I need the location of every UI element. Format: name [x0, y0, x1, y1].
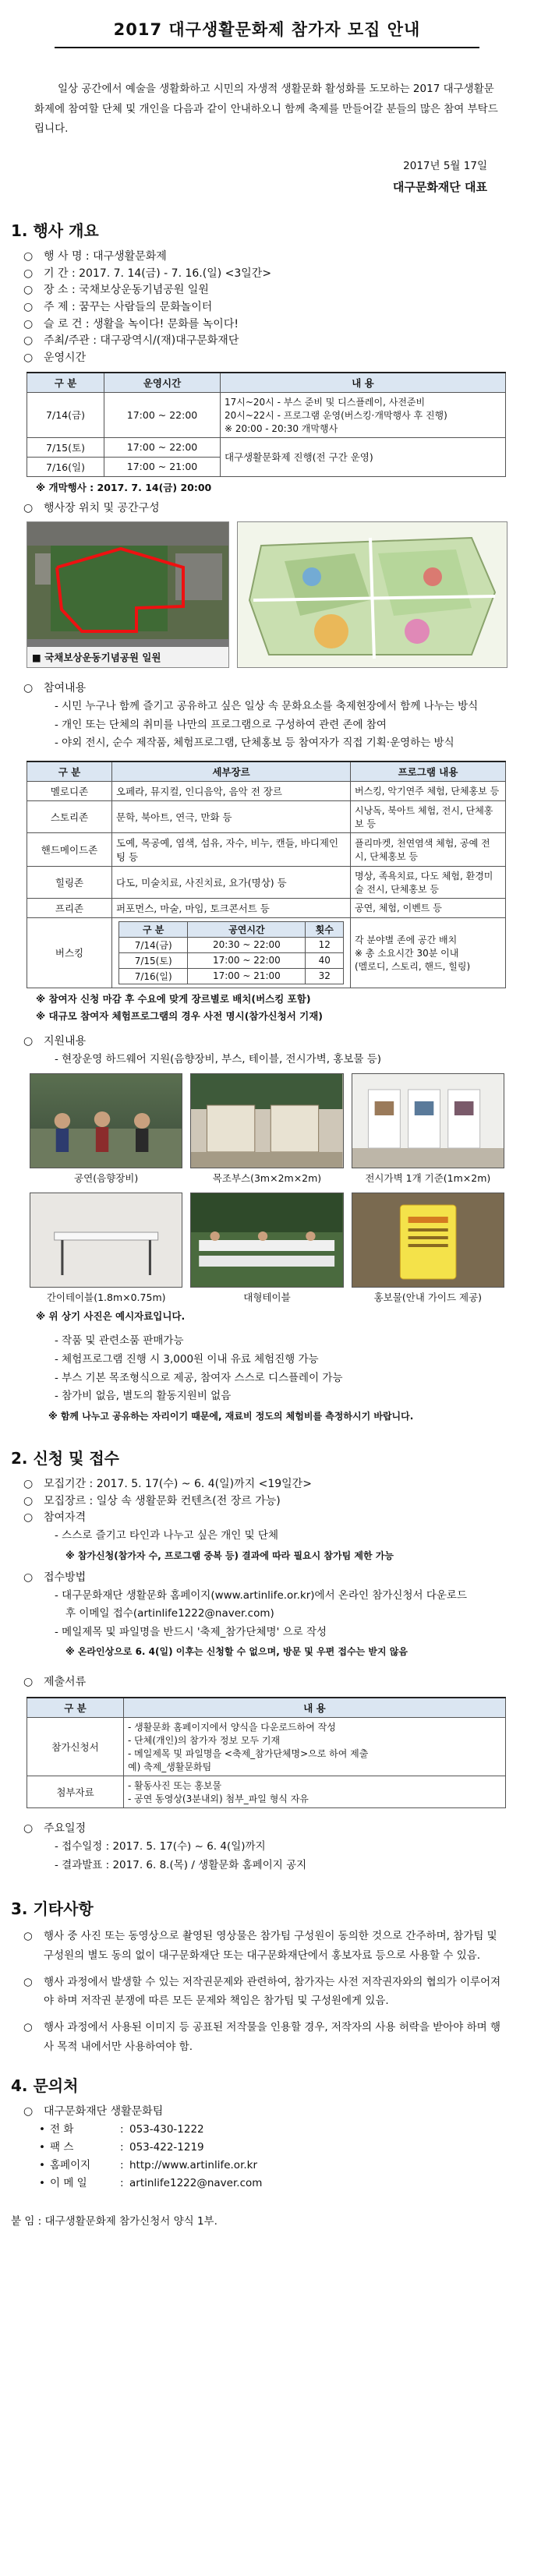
- circle-bullet-icon: ○: [23, 501, 34, 514]
- schedule-time: 17:00 ~ 22:00: [104, 437, 221, 457]
- zones-table: [27, 761, 506, 988]
- busking-day: 7/16(일): [119, 968, 188, 984]
- misc-list: [0, 1927, 534, 2056]
- documents-kind: 참가신청서: [27, 1718, 124, 1776]
- busking-count: 40: [306, 952, 344, 968]
- dot-bullet-icon: •: [39, 2122, 45, 2136]
- overview-item: [23, 350, 511, 367]
- zones-header: 구 분: [27, 761, 112, 782]
- table-row: [27, 781, 506, 800]
- zone-name: 스토리존: [27, 800, 112, 832]
- contact-row: [39, 2157, 495, 2175]
- circle-bullet-icon: ○: [23, 1675, 34, 1688]
- method-item: ○ 접수방법: [23, 1570, 511, 1587]
- busking-header: 횟수: [306, 921, 344, 937]
- join-detail: - 개인 또는 단체의 취미를 나만의 프로그램으로 구성하여 관련 존에 참여: [55, 718, 387, 731]
- zone-notes: [0, 991, 534, 1024]
- photo-wall: [352, 1073, 504, 1168]
- section-1-title: 1. 행사 개요: [11, 221, 99, 240]
- period-item: ○ 모집기간 : 2017. 5. 17(수) ~ 6. 4(일)까지 <19일간>: [23, 1476, 511, 1493]
- circle-bullet-icon: ○: [23, 1930, 33, 1943]
- overview-item: [23, 333, 511, 350]
- overview-item: [23, 282, 511, 299]
- support-item: [23, 1034, 511, 1051]
- circle-bullet-icon: ○: [23, 267, 34, 280]
- photo-caption: 대형테이블: [243, 1292, 291, 1304]
- dot-bullet-icon: •: [39, 2176, 45, 2189]
- overview-item: [23, 249, 511, 266]
- photo-caption: 공연(음향장비): [74, 1172, 139, 1185]
- contact-row: [39, 2121, 495, 2139]
- circle-bullet-icon: ○: [23, 300, 34, 313]
- zone-program: 시낭독, 북아트 체험, 전시, 단체홍보 등: [351, 800, 506, 832]
- table-row: [27, 437, 506, 457]
- documents-kind: 첨부자료: [27, 1776, 124, 1808]
- schedule-header: 구 분: [27, 373, 104, 393]
- busking-table: [118, 921, 344, 984]
- table-row: [27, 1718, 506, 1776]
- contact-org: ○ 대구문화재단 생활문화팀: [23, 2104, 511, 2121]
- schedule-time: 17:00 ~ 22:00: [104, 392, 221, 437]
- overview-text: 주최/주관 : 대구광역시/(재)대구문화재단: [44, 334, 239, 348]
- schedule-header: 운영시간: [104, 373, 221, 393]
- qualification-note: ※ 참가신청(참가자 수, 프로그램 중복 등) 결과에 따라 필요시 참가팀 제한 가능: [65, 1549, 394, 1561]
- table-row: [27, 800, 506, 832]
- contact-value[interactable]: 053-422-1219: [129, 2140, 204, 2154]
- overview-item: [23, 299, 511, 316]
- contact-list: [0, 2121, 534, 2193]
- circle-bullet-icon: ○: [23, 1477, 34, 1490]
- photo-large-table: [190, 1193, 343, 1288]
- overview-text: 주 제 : 꿈꾸는 사람들의 문화놀이터: [44, 300, 213, 313]
- busking-header: 공연시간: [188, 921, 306, 937]
- dot-bullet-icon: •: [39, 2158, 45, 2171]
- aerial-map-image: [27, 522, 228, 667]
- zone-genre: 도예, 목공예, 염색, 섬유, 자수, 비누, 캔들, 바디제인팅 등: [112, 832, 351, 866]
- contact-label: 이 메 일: [50, 2176, 87, 2189]
- schedule-desc: 대구생활문화제 진행(전 구간 운영): [221, 437, 506, 476]
- circle-bullet-icon: ○: [23, 1494, 34, 1507]
- contact-value[interactable]: http://www.artinlife.or.kr: [129, 2158, 258, 2171]
- documents-header: 내 용: [124, 1698, 506, 1718]
- location-item: [23, 500, 511, 518]
- support-photos: [30, 1073, 504, 1304]
- method-list: [0, 1587, 534, 1642]
- zone-name: 핸드메이드존: [27, 832, 112, 866]
- join-item: [23, 680, 511, 698]
- schedule-header: 내 용: [221, 373, 506, 393]
- contact-colon: :: [120, 2158, 124, 2171]
- zone-name: 멜로디존: [27, 781, 112, 800]
- contact-row: [39, 2139, 495, 2157]
- table-row: [27, 392, 506, 437]
- circle-bullet-icon: ○: [23, 2105, 34, 2118]
- field-item: ○ 모집장르 : 일상 속 생활문화 컨텐츠(전 장르 가능): [23, 1493, 511, 1511]
- busking-program: 각 분야별 존에 공간 배치 ※ 총 소요시간 30분 이내 (멜로디, 스토리, 핸드, 힐링): [351, 917, 506, 988]
- circle-bullet-icon: ○: [23, 317, 34, 330]
- overview-text: 운영시간: [44, 352, 87, 365]
- circle-bullet-icon: ○: [23, 284, 34, 297]
- circle-bullet-icon: ○: [23, 1571, 34, 1584]
- photo-card: [30, 1193, 182, 1304]
- photo-card: [352, 1193, 504, 1304]
- table-row: [119, 937, 344, 952]
- support-note: ※ 함께 나누고 공유하는 자리이기 때문에, 재료비 정도의 체험비를 측정하시기 바랍니다.: [48, 1410, 414, 1422]
- zone-note: ※ 대규모 참여자 체험프로그램의 경우 사전 명시(참가신청서 기재): [36, 1009, 323, 1022]
- zones-header: 세부장르: [112, 761, 351, 782]
- method-detail: - 메일제목 및 파일명을 반드시 '축제_참가단체명' 으로 작성: [55, 1625, 327, 1638]
- location-label: 행사장 위치 및 공간구성: [44, 501, 160, 514]
- support-detail: - 작품 및 관련소품 판매가능: [55, 1334, 184, 1348]
- busking-time: 17:00 ~ 21:00: [188, 968, 306, 984]
- schedule-desc: 17시~20시 - 부스 준비 및 디스플레이, 사전준비 20시~22시 - 프로그램 운영(버스킹·개막행사 후 진행) ※ 20:00 - 20:30 개막행사: [221, 392, 506, 437]
- contact-row: [39, 2175, 495, 2193]
- circle-bullet-icon: ○: [23, 249, 34, 263]
- contact-label: 전 화: [50, 2122, 74, 2136]
- photo-card: [30, 1073, 182, 1185]
- join-detail: - 시민 누구나 함께 즐기고 공유하고 싶은 일상 속 문화요소를 축제현장에서 함께 나누는 방식: [55, 700, 479, 713]
- misc-text: 행사 중 사진 또는 동영상으로 촬영된 영상물은 참가팀 구성원이 동의한 것으로 간주하며, 참가팀 및 구성원의 별도 동의 없이 대구문화재단 또는 대구문화재단에서 홍보자료 등으로 사용할 수 있음.: [44, 1930, 497, 1962]
- circle-bullet-icon: ○: [23, 1975, 33, 1988]
- busking-day: 7/14(금): [119, 937, 188, 952]
- table-row: [119, 952, 344, 968]
- photo-card: [190, 1073, 343, 1185]
- documents-header: 구 분: [27, 1698, 124, 1718]
- photo-performance: [30, 1073, 182, 1168]
- misc-text: 행사 과정에서 발생할 수 있는 저작권문제와 관련하여, 참가자는 사전 저작권자와의 협의가 이루어져야 하며 저작권 분쟁에 따른 모든 문제와 책임은 참가팀 및 구성원에게 있음.: [44, 1975, 501, 2008]
- contact-colon: :: [120, 2122, 124, 2136]
- join-list: [0, 698, 534, 753]
- circle-bullet-icon: ○: [23, 2021, 33, 2034]
- photo-small-table: [30, 1193, 182, 1288]
- photo-card: [352, 1073, 504, 1185]
- photo-promo: [352, 1193, 504, 1288]
- table-row: [27, 1776, 506, 1808]
- layout-map-image: [238, 522, 507, 667]
- circle-bullet-icon: ○: [23, 682, 34, 695]
- photo-card: [190, 1193, 343, 1304]
- zone-program: 플리마켓, 천연염색 체험, 공예 전시, 단체홍보 등: [351, 832, 506, 866]
- zone-genre: 퍼포먼스, 마술, 마임, 토크콘서트 등: [112, 898, 351, 917]
- schedule-day: 7/14(금): [27, 392, 104, 437]
- circle-bullet-icon: ○: [23, 1822, 34, 1836]
- busking-count: 12: [306, 937, 344, 952]
- support-hardware: - 현장운영 하드웨어 지원(음향장비, 부스, 테이블, 전시가벽, 홍보물 등): [55, 1052, 382, 1065]
- join-label: 참여내용: [44, 682, 87, 695]
- photo-caption: 홍보물(안내 가이드 제공): [373, 1292, 483, 1304]
- aerial-photo: [27, 521, 229, 668]
- document-issuer: 대구문화재단 대표: [392, 179, 487, 194]
- schedule-day: 7/16(일): [27, 457, 104, 476]
- contact-colon: :: [120, 2176, 124, 2189]
- overview-text: 슬 로 건 : 생활을 녹이다! 문화를 녹이다!: [44, 317, 239, 330]
- opening-note: ※ 개막행사 : 2017. 7. 14(금) 20:00: [36, 481, 212, 493]
- misc-text: 행사 과정에서 사용된 이미지 등 공표된 저작물을 인용할 경우, 저작자의 사용 허락을 받아야 하며 행사 목적 내에서만 사용하여야 함.: [44, 2021, 501, 2053]
- section-3-title: 3. 기타사항: [11, 1899, 94, 1919]
- table-row: [119, 968, 344, 984]
- circle-bullet-icon: ○: [23, 1511, 34, 1525]
- photo-note: ※ 위 상기 사진은 예시자료입니다.: [36, 1310, 186, 1323]
- circle-bullet-icon: ○: [23, 334, 34, 348]
- dot-bullet-icon: •: [39, 2140, 45, 2154]
- contact-label: 홈페이지: [50, 2158, 91, 2171]
- zone-name: 버스킹: [27, 917, 112, 988]
- zone-name: 프리존: [27, 898, 112, 917]
- contact-label: 팩 스: [50, 2140, 74, 2154]
- busking-header: 구 분: [119, 921, 188, 937]
- table-row: [119, 921, 344, 937]
- table-row: [27, 866, 506, 898]
- table-row: [27, 832, 506, 866]
- contact-colon: :: [120, 2140, 124, 2154]
- zone-genre: 오페라, 뮤지컬, 인디음악, 음악 전 장르: [112, 781, 351, 800]
- schedule-time: 17:00 ~ 21:00: [104, 457, 221, 476]
- zone-name: 힐링존: [27, 866, 112, 898]
- busking-day: 7/15(토): [119, 952, 188, 968]
- zone-genre: 문학, 북아트, 연극, 만화 등: [112, 800, 351, 832]
- table-row: [27, 898, 506, 917]
- support-label: 지원내용: [44, 1034, 87, 1048]
- support-detail: - 참가비 없음, 별도의 활동지원비 없음: [55, 1390, 232, 1403]
- misc-item: [23, 2018, 511, 2056]
- location-maps: [27, 521, 507, 668]
- support-detail: - 부스 기본 목조형식으로 제공, 참여자 스스로 디스플레이 가능: [55, 1371, 343, 1384]
- document-title: 2017 대구생활문화제 참가자 모집 안내: [55, 0, 479, 48]
- misc-item: [23, 1973, 511, 2011]
- site-layout-map: [237, 521, 507, 668]
- circle-bullet-icon: ○: [23, 352, 34, 365]
- intro-paragraph: 일상 공간에서 예술을 생활화하고 시민의 자생적 생활문화 활성화를 도모하는 2017 대구생활문화제에 참여할 단체 및 개인을 다음과 같이 안내하오니 함께 축제를 만들어갈 분들의 많은 참여 부탁드립니다.: [34, 83, 498, 136]
- busking-schedule: [112, 917, 351, 988]
- overview-text: 행 사 명 : 대구생활문화제: [44, 249, 167, 263]
- overview-text: 기 간 : 2017. 7. 14(금) - 7. 16.(일) <3일간>: [44, 267, 272, 280]
- schedule-day: 7/15(토): [27, 437, 104, 457]
- busking-count: 32: [306, 968, 344, 984]
- zone-program: 버스킹, 악기연주 체험, 단체홍보 등: [351, 781, 506, 800]
- method-note: ※ 온라인상으로 6. 4(일) 이후는 신청할 수 없으며, 방문 및 우편 접수는 받지 않음: [65, 1646, 408, 1658]
- contact-value[interactable]: artinlife1222@naver.com: [129, 2176, 263, 2189]
- zone-program: 명상, 족욕치료, 다도 체험, 환경미술 전시, 단체홍보 등: [351, 866, 506, 898]
- photo-caption: 전시가벽 1개 기준(1m×2m): [365, 1172, 491, 1185]
- contact-value[interactable]: 053-430-1222: [129, 2122, 204, 2136]
- documents-item: ○ 제출서류: [23, 1674, 511, 1691]
- misc-item: [23, 1927, 511, 1965]
- documents-desc: - 활동사진 또는 홍보물 - 공연 동영상(3분내외) 첨부_파일 형식 자유: [124, 1776, 506, 1808]
- zone-genre: 다도, 미술치료, 사진치료, 요가(명상) 등: [112, 866, 351, 898]
- zone-note: ※ 참여자 신청 마감 후 수요에 맞게 장르별로 배치(버스킹 포함): [36, 992, 311, 1005]
- overview-item: [23, 316, 511, 334]
- overview-text: 장 소 : 국채보상운동기념공원 일원: [44, 284, 209, 297]
- photo-booth: [190, 1073, 343, 1168]
- busking-time: 20:30 ~ 22:00: [188, 937, 306, 952]
- section-4-title: 4. 문의처: [11, 2076, 79, 2096]
- qualification-item: ○ 참여자격: [23, 1510, 511, 1527]
- key-schedule-item: ○ 주요일정: [23, 1821, 511, 1838]
- documents-table: [27, 1697, 506, 1808]
- document-date: 2017년 5월 17일: [403, 159, 487, 172]
- photo-caption: 간이테이블(1.8m×0.75m): [46, 1292, 166, 1304]
- documents-desc: - 생활문화 홈페이지에서 양식을 다운로드하여 작성 - 단체(개인)의 참가자 정보 모두 기재 - 메일제목 및 파일명을 <축제_참가단체명>으로 하여 제출 예) 축제_생활문화팀: [124, 1718, 506, 1776]
- method-detail: - 대구문화재단 생활문화 홈페이지(www.artinlife.or.kr)에서 온라인 참가신청서 다운로드 후 이메일 접수(artinlife1222@naver.com): [55, 1588, 467, 1620]
- section-2-title: 2. 신청 및 접수: [11, 1448, 120, 1468]
- caption-bullet-icon: ■: [32, 652, 41, 664]
- map-caption: ■ 국채보상운동기념공원 일원: [32, 652, 161, 664]
- overview-item: [23, 266, 511, 283]
- join-detail: - 야외 전시, 순수 제작품, 체험프로그램, 단체홍보 등 참여자가 직접 기획·운영하는 방식: [55, 737, 454, 750]
- photo-caption: 목조부스(3m×2m×2m): [212, 1172, 322, 1185]
- schedule-list: [0, 1838, 534, 1875]
- support-list: [0, 1332, 534, 1406]
- busking-time: 17:00 ~ 22:00: [188, 952, 306, 968]
- schedule-table: [27, 372, 506, 477]
- table-row: [27, 917, 506, 988]
- section-1-items: [0, 249, 534, 367]
- schedule-detail: - 결과발표 : 2017. 6. 8.(목) / 생활문화 홈페이지 공지: [55, 1858, 307, 1871]
- support-detail: - 체험프로그램 진행 시 3,000원 이내 유료 체험진행 가능: [55, 1352, 319, 1366]
- zone-program: 공연, 체험, 이벤트 등: [351, 898, 506, 917]
- attachment-line: 붙 임 : 대구생활문화제 참가신청서 양식 1부.: [11, 2215, 217, 2228]
- circle-bullet-icon: ○: [23, 1034, 34, 1048]
- schedule-detail: - 접수일정 : 2017. 5. 17(수) ~ 6. 4(일)까지: [55, 1839, 266, 1853]
- zones-header: 프로그램 내용: [351, 761, 506, 782]
- qualification-detail: - 스스로 즐기고 타인과 나누고 싶은 개인 및 단체: [55, 1529, 278, 1542]
